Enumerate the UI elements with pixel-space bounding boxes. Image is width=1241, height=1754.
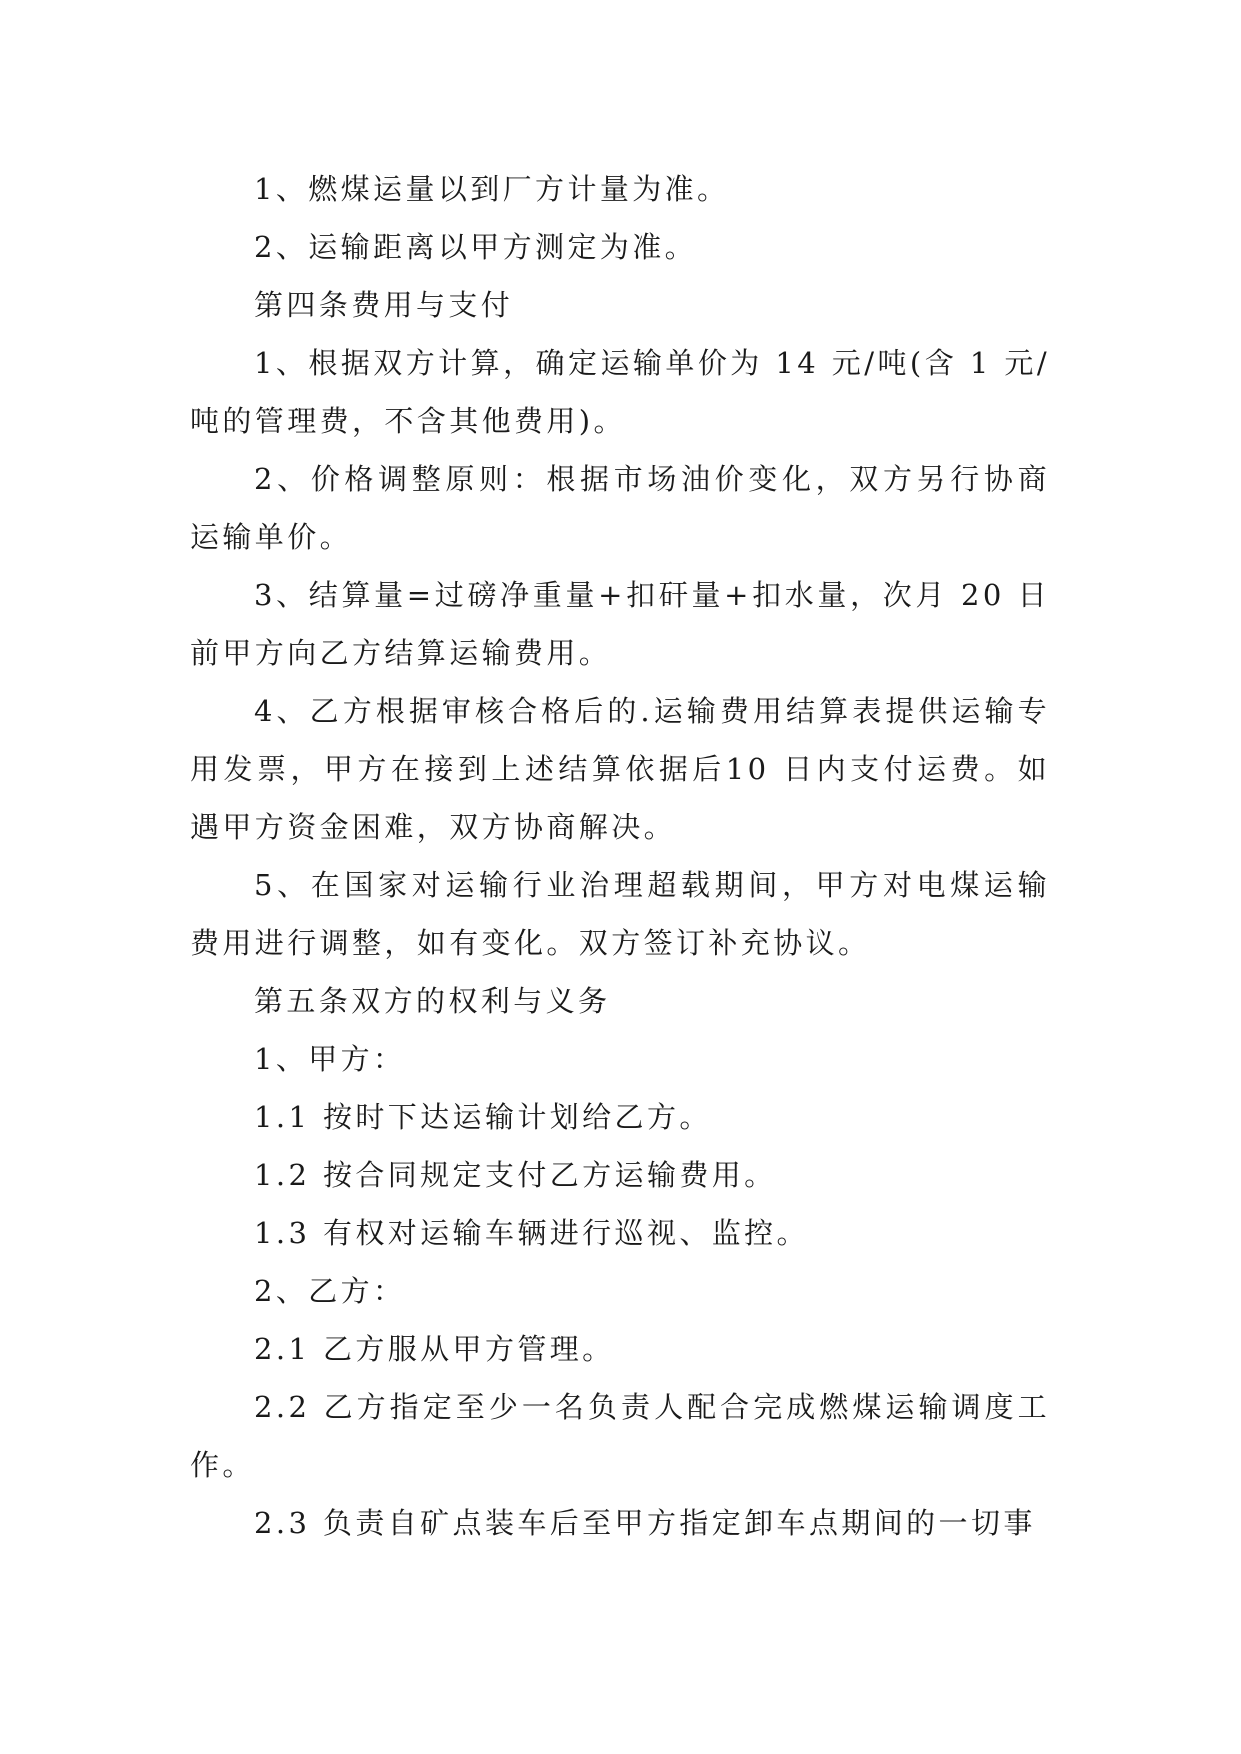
section-heading-article-4: 第四条费用与支付 (254, 288, 514, 322)
paragraph-party-a: 1、甲方： (254, 1042, 406, 1076)
paragraph-2-2: 2.2 乙方指定至少一名负责人配合完成燃煤运输调度工作。 (190, 1390, 1050, 1482)
paragraph-1-3: 1.3 有权对运输车辆进行巡视、监控。 (254, 1216, 809, 1250)
paragraph-invoice-payment: 4、乙方根据审核合格后的.运输费用结算表提供运输专用发票，甲方在接到上述结算依据后10 日内支付运费。如遇甲方资金困难，双方协商解决。 (190, 694, 1050, 844)
section-heading-article-5: 第五条双方的权利与义务 (254, 984, 611, 1018)
paragraph-transport-distance: 2、运输距离以甲方测定为准。 (254, 230, 698, 264)
paragraph-unit-price: 1、根据双方计算，确定运输单价为 14 元/吨(含 1 元/吨的管理费，不含其他费用)。 (190, 346, 1050, 438)
paragraph-coal-volume: 1、燃煤运量以到厂方计量为准。 (254, 172, 730, 206)
paragraph-price-adjustment: 2、价格调整原则：根据市场油价变化，双方另行协商运输单价。 (190, 462, 1050, 554)
paragraph-2-1: 2.1 乙方服从甲方管理。 (254, 1332, 615, 1366)
document-body (190, 160, 1050, 1552)
paragraph-2-3: 2.3 负责自矿点装车后至甲方指定卸车点期间的一切事 (254, 1506, 1036, 1540)
paragraph-settlement-volume: 3、结算量=过磅净重量+扣矸量+扣水量，次月 20 日前甲方向乙方结算运输费用。 (190, 578, 1050, 670)
paragraph-1-2: 1.2 按合同规定支付乙方运输费用。 (254, 1158, 777, 1192)
paragraph-party-b: 2、乙方： (254, 1274, 406, 1308)
paragraph-overload-adjustment: 5、在国家对运输行业治理超载期间，甲方对电煤运输费用进行调整，如有变化。双方签订补充协议。 (190, 868, 1050, 960)
paragraph-1-1: 1.1 按时下达运输计划给乙方。 (254, 1100, 712, 1134)
